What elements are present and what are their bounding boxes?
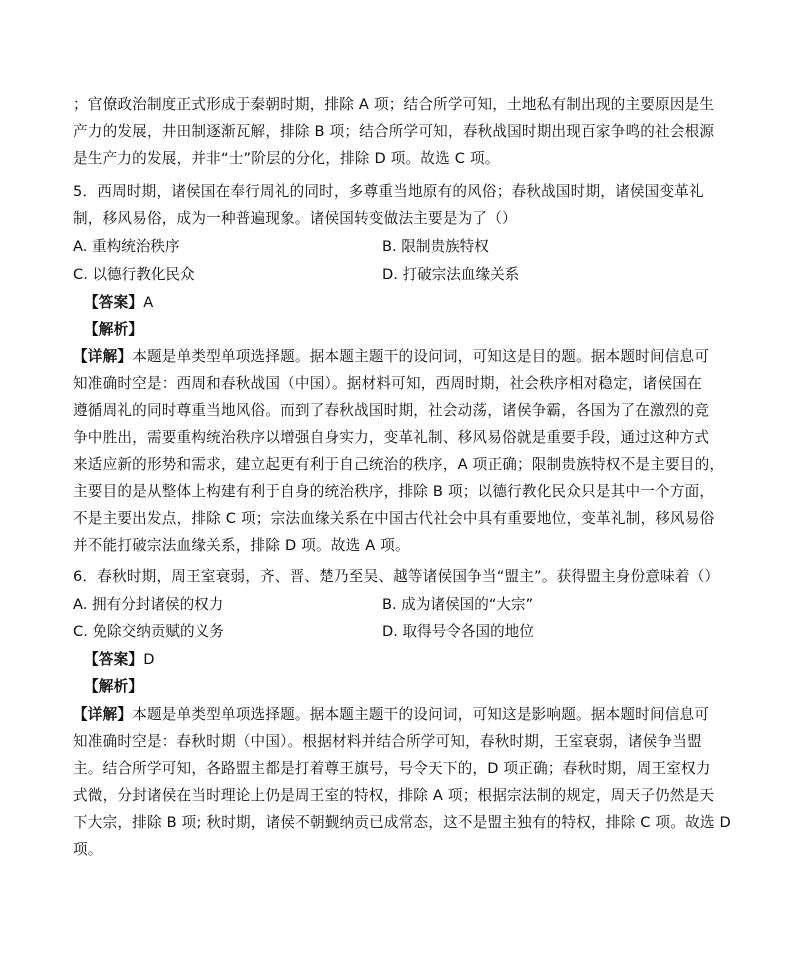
q5-detail-line-5: 来适应新的形势和需求，建立起更有利于自己统治的秩序，A 项正确；限制贵族特权不是主要目的， (73, 456, 725, 473)
q5-stem-line-2: 制，移风易俗，成为一种普遍现象。诸侯国转变做法主要是为了（） (73, 210, 517, 227)
q5-option-d: D. 打破宗法血缘关系 (382, 266, 520, 283)
q5-detail-line-3: 遵循周礼的同时尊重当地风俗。而到了春秋战国时期，社会动荡，诸侯争霸，各国为了在激烈的竞 (73, 402, 710, 419)
q6-detail-line-5: 下大宗，排除 B 项; 秋时期，诸侯不朝觐纳贡已成常态，这不是盟主独有的特权，排除 C 项。故选 D (73, 814, 731, 831)
q6-option-a: A. 拥有分封诸侯的权力 (73, 596, 224, 613)
q5-detail-line-8: 并不能打破宗法血缘关系，排除 D 项。故选 A 项。 (73, 537, 410, 554)
prev-text-line-2: 产力的发展，井田制逐渐瓦解，排除 B 项；结合所学可知，春秋战国时期出现百家争鸣的社会根源 (73, 123, 715, 140)
q5-answer: 【答案】A (84, 294, 154, 311)
q6-answer: 【答案】D (84, 651, 155, 668)
q5-detail-line-6: 主要目的是从整体上构建有利于自身的统治秩序，排除 B 项；以德行教化民众只是其中一个方面， (73, 483, 715, 500)
prev-text-line-1: ；官僚政治制度正式形成于秦朝时期，排除 A 项；结合所学可知，土地私有制出现的主要原因是生 (73, 96, 715, 113)
q6-detail-line-6: 项。 (73, 841, 103, 858)
q6-detail-line-2: 知准确时空是：春秋时期（中国）。根据材料并结合所学可知，春秋时期，王室衰弱，诸侯争当盟 (73, 733, 702, 750)
q6-detail-line-3: 主。结合所学可知，各路盟主都是打着尊王旗号，号令天下的，D 项正确；春秋时期，周王室权力 (73, 760, 711, 777)
q6-option-c: C. 免除交纳贡赋的义务 (73, 623, 224, 640)
q5-detail-line-1: 【详解】本题是单类型单项选择题。据本题主题干的设问词，可知这是目的题。据本题时间信息可 (73, 348, 710, 365)
q5-option-c: C. 以德行教化民众 (73, 266, 195, 283)
q5-analysis-label: 【解析】 (84, 321, 144, 338)
q5-detail-line-2: 知准确时空是：西周和春秋战国（中国）。据材料可知，西周时期，社会秩序相对稳定，诸侯国在 (73, 375, 702, 392)
q5-detail-line-7: 不是主要出发点，排除 C 项；宗法血缘关系在中国古代社会中具有重要地位，变革礼制，移风易俗 (73, 510, 715, 527)
q5-option-a: A. 重构统治秩序 (73, 238, 180, 255)
prev-text-line-3: 是生产力的发展，并非“士”阶层的分化，排除 D 项。故选 C 项。 (73, 150, 500, 167)
q6-option-b: B. 成为诸侯国的“大宗” (382, 596, 534, 613)
q6-detail-line-1: 【详解】本题是单类型单项选择题。据本题主题干的设问词，可知这是影响题。据本题时间信息可 (73, 706, 710, 723)
q5-stem-line-1: 5．西周时期，诸侯国在奉行周礼的同时，多尊重当地原有的风俗；春秋战国时期，诸侯国变革礼 (73, 183, 704, 200)
q5-option-b: B. 限制贵族特权 (382, 238, 489, 255)
q5-detail-line-4: 争中胜出，需要重构统治秩序以增强自身实力，变革礼制、移风易俗就是重要手段，通过这种方式 (73, 429, 710, 446)
q6-option-d: D. 取得号令各国的地位 (382, 623, 534, 640)
q6-detail-line-4: 式微，分封诸侯在当时理论上仍是周王室的特权，排除 A 项；根据宗法制的规定，周天子仍然是天 (73, 787, 715, 804)
q6-stem-line-1: 6．春秋时期，周王室衰弱，齐、晋、楚乃至吴、越等诸侯国争当“盟主”。获得盟主身份意味着（） (73, 568, 720, 585)
q6-analysis-label: 【解析】 (84, 678, 144, 695)
